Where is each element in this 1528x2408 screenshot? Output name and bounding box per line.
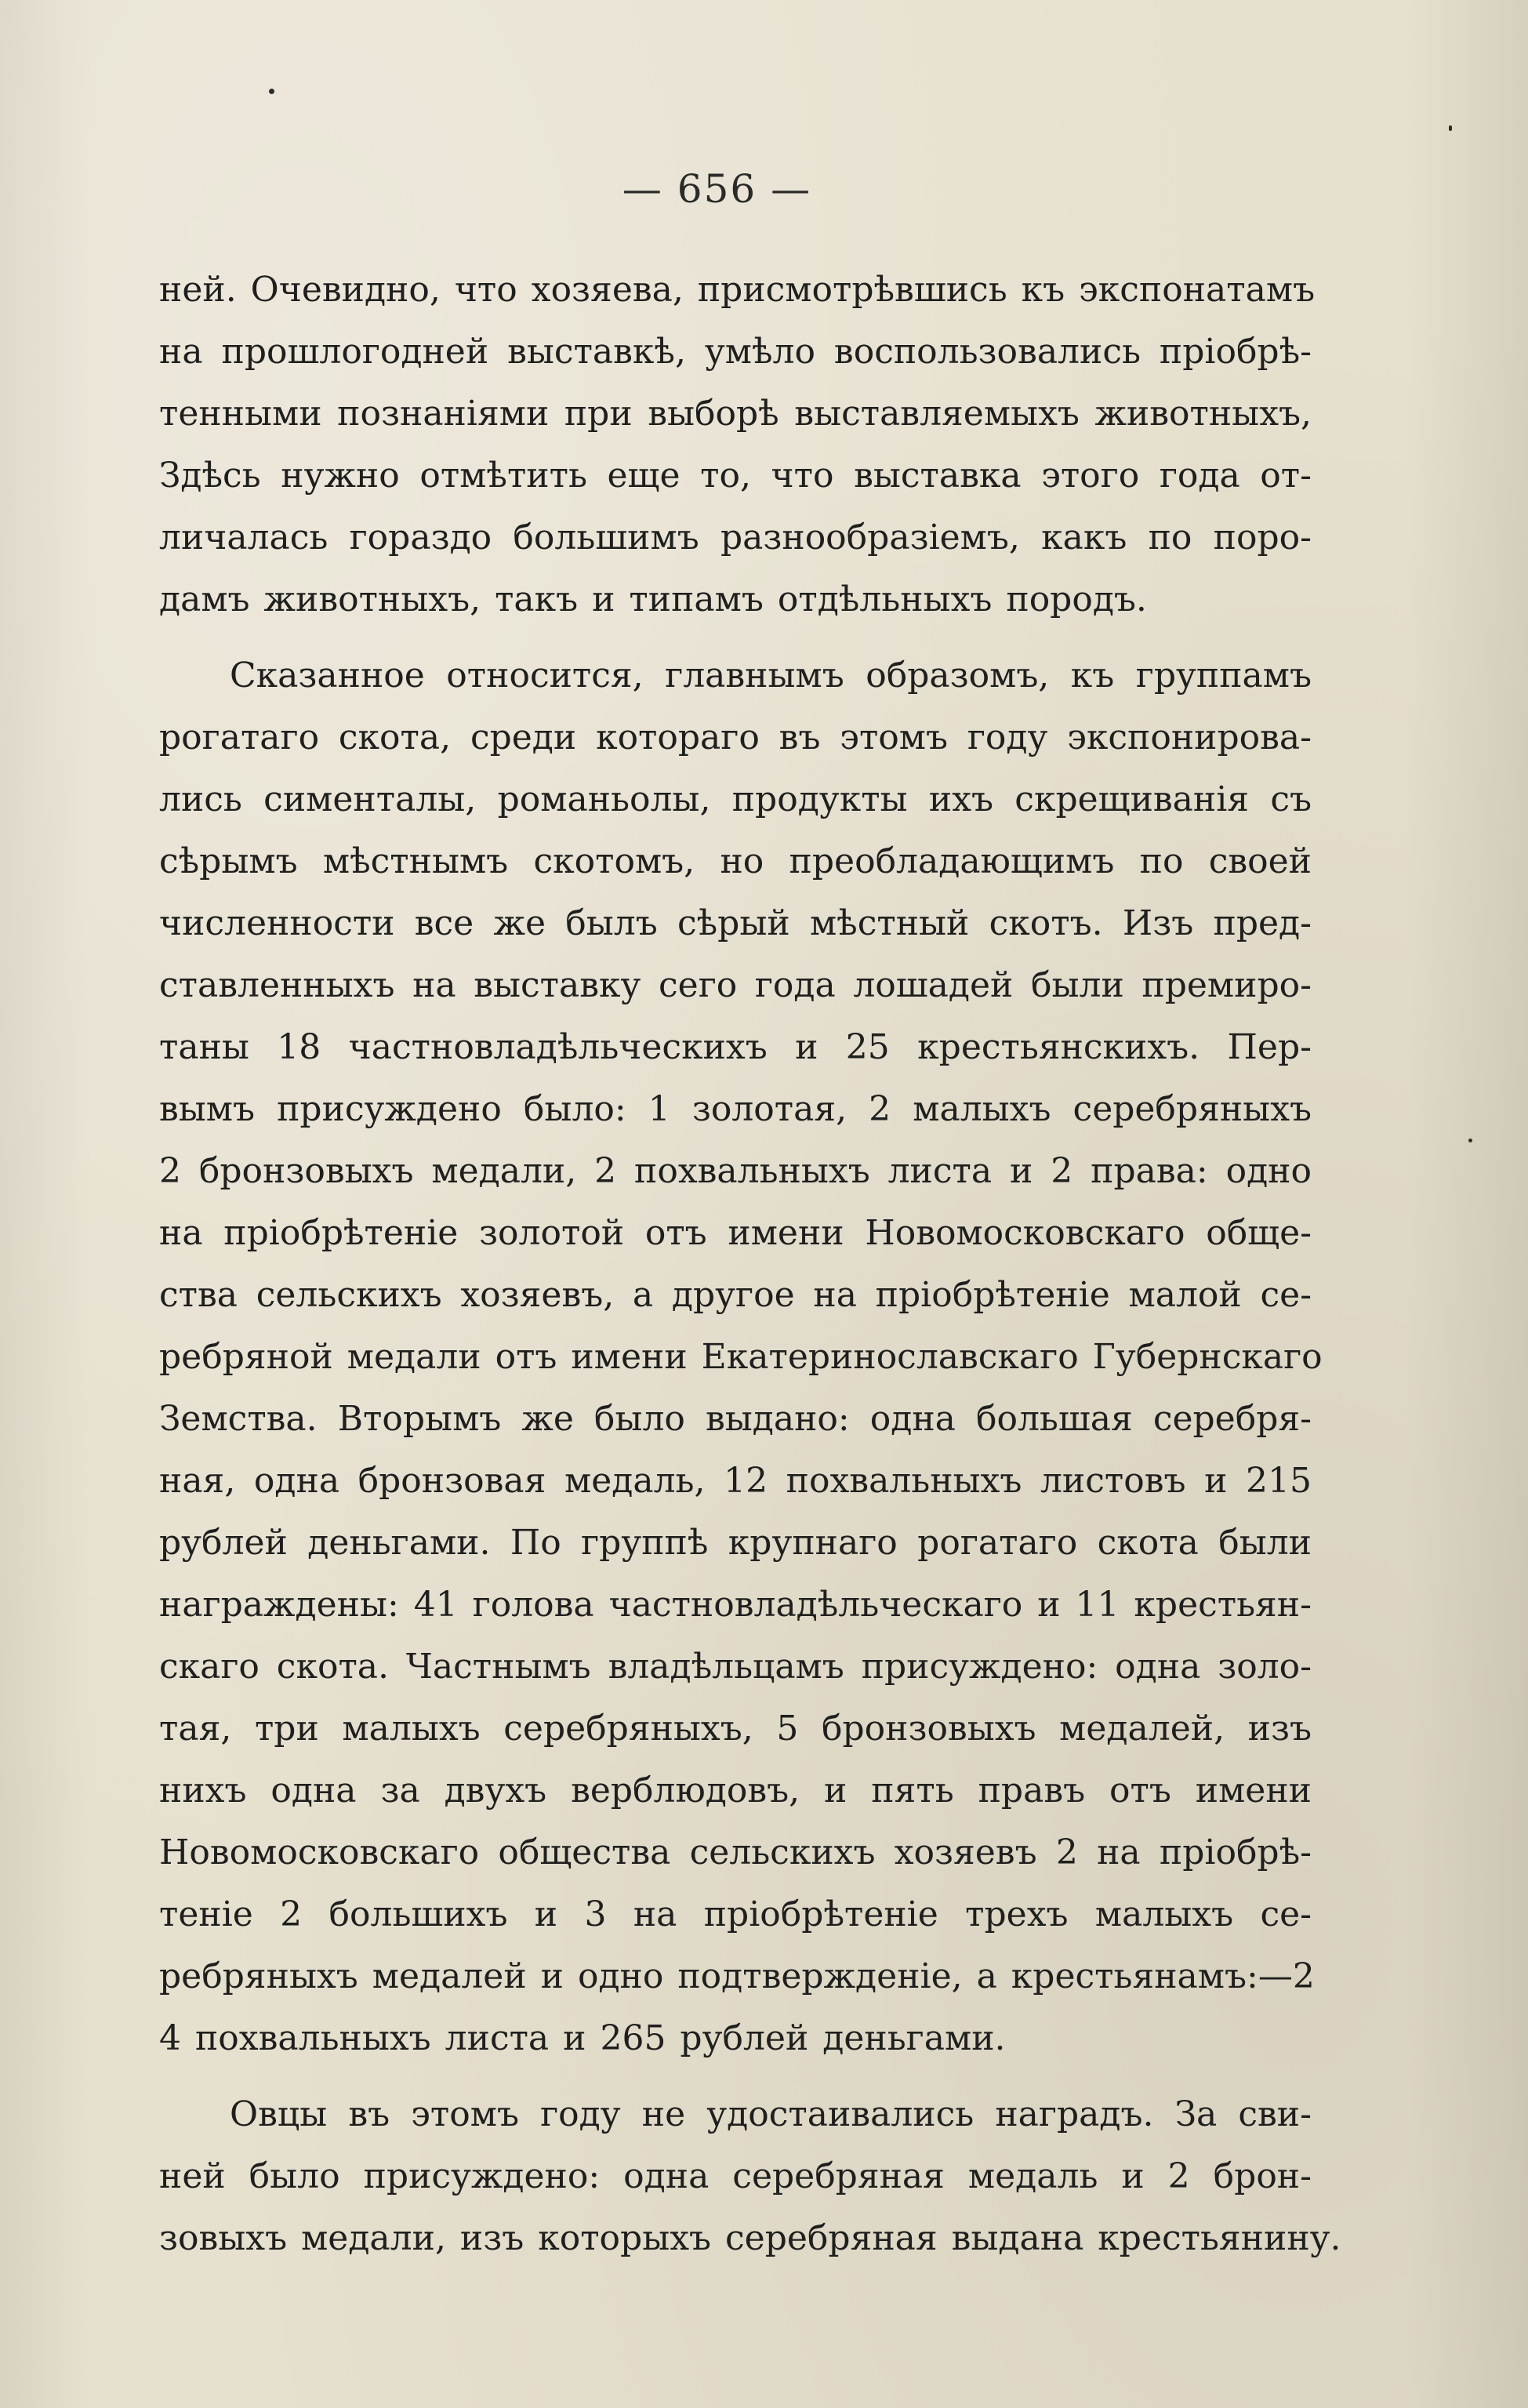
text-line: скаго скота. Частнымъ владѣльцамъ присуждено: одна золо- xyxy=(159,1647,1312,1687)
body-text xyxy=(159,259,1341,2269)
text-line: Здѣсь нужно отмѣтить еще то, что выставка этого года от- xyxy=(159,456,1312,496)
text-line: на прошлогодней выставкѣ, умѣло воспользовались пріобрѣ- xyxy=(159,332,1312,372)
text-line: Овцы въ этомъ году не удостаивались наградъ. За сви- xyxy=(230,2094,1312,2134)
ink-speck xyxy=(1449,125,1452,131)
text-line: сѣрымъ мѣстнымъ скотомъ, но преобладающимъ по своей xyxy=(159,841,1312,881)
text-line: рогатаго скота, среди котораго въ этомъ году экспонирова- xyxy=(159,717,1312,757)
paragraph-gap xyxy=(159,630,1312,645)
text-line: Сказанное относится, главнымъ образомъ, къ группамъ xyxy=(230,656,1312,696)
text-line: тая, три малыхъ серебряныхъ, 5 бронзовыхъ медалей, изъ xyxy=(159,1709,1312,1749)
text-line: лись сименталы, романьолы, продукты ихъ скрещиванія съ xyxy=(159,779,1312,819)
text-line: ней было присуждено: одна серебряная медаль и 2 брон- xyxy=(159,2156,1312,2196)
text-line: ребряныхъ медалей и одно подтвержденіе, а крестьянамъ:—2 xyxy=(159,1956,1315,1996)
ink-speck xyxy=(269,89,274,94)
text-line: вымъ присуждено было: 1 золотая, 2 малыхъ серебряныхъ xyxy=(159,1089,1312,1129)
text-line: нихъ одна за двухъ верблюдовъ, и пять правъ отъ имени xyxy=(159,1771,1312,1811)
text-line: ства сельскихъ хозяевъ, а другое на пріобрѣтеніе малой се- xyxy=(159,1275,1312,1315)
text-line: тенными познаніями при выборѣ выставляемыхъ животныхъ, xyxy=(159,394,1312,434)
paragraph xyxy=(159,259,1316,630)
paragraph xyxy=(159,2083,1341,2269)
text-line: личалась гораздо большимъ разнообразіемъ, какъ по поро- xyxy=(159,518,1312,558)
text-line: Земства. Вторымъ же было выдано: одна большая серебря- xyxy=(159,1399,1312,1439)
ink-speck xyxy=(1468,1139,1472,1142)
text-line: награждены: 41 голова частновладѣльческаго и 11 крестьян- xyxy=(159,1585,1312,1625)
paragraph xyxy=(159,645,1323,2069)
text-line: ребряной медали отъ имени Екатеринославскаго Губернскаго xyxy=(159,1337,1323,1377)
text-line: таны 18 частновладѣльческихъ и 25 крестьянскихъ. Пер- xyxy=(159,1027,1312,1067)
text-line: ставленныхъ на выставку сего года лошадей были премиро- xyxy=(159,965,1312,1005)
text-line: теніе 2 большихъ и 3 на пріобрѣтеніе трехъ малыхъ се- xyxy=(159,1894,1312,1934)
text-line: рублей деньгами. По группѣ крупнаго рогатаго скота были xyxy=(159,1523,1312,1563)
text-line: на пріобрѣтеніе золотой отъ имени Новомосковскаго обще- xyxy=(159,1213,1312,1253)
paragraph-gap xyxy=(159,2069,1312,2083)
text-line: ная, одна бронзовая медаль, 12 похвальныхъ листовъ и 215 xyxy=(159,1461,1312,1501)
text-line: зовыхъ медали, изъ которыхъ серебряная выдана крестьянину. xyxy=(159,2218,1341,2258)
text-line: ней. Очевидно, что хозяева, присмотрѣвшись къ экспонатамъ xyxy=(159,270,1316,310)
text-line: Новомосковскаго общества сельскихъ хозяевъ 2 на пріобрѣ- xyxy=(159,1832,1312,1872)
text-line: дамъ животныхъ, такъ и типамъ отдѣльныхъ породъ. xyxy=(159,579,1147,619)
text-line: 4 похвальныхъ листа и 265 рублей деньгами. xyxy=(159,2018,1006,2058)
text-line: 2 бронзовыхъ медали, 2 похвальныхъ листа и 2 права: одно xyxy=(159,1151,1312,1191)
page-number: — 656 — xyxy=(622,166,812,212)
text-line: численности все же былъ сѣрый мѣстный скотъ. Изъ пред- xyxy=(159,903,1312,943)
